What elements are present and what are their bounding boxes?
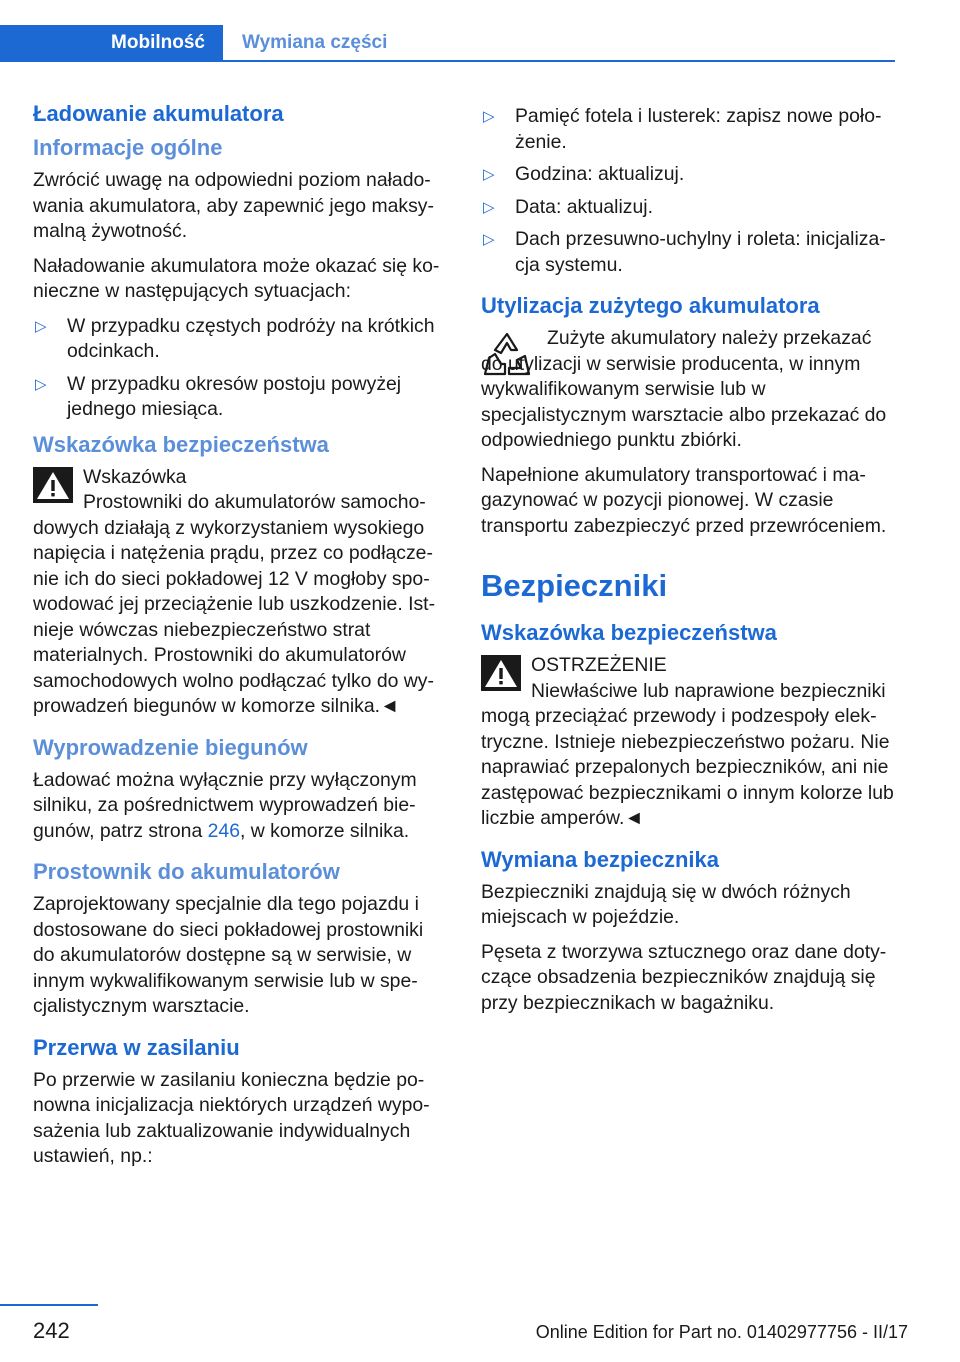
text: Ładować można wyłącznie przy wyłączonym silniku, za pośrednictwem wyprowadzeń biegunów, patrz strona (33, 768, 417, 842)
text: , w komorze silnika. (239, 819, 410, 842)
page-number: 242 (33, 1318, 70, 1343)
subheading-safety: Wskazówka bezpieczeństwa (481, 620, 777, 645)
edition-note: Online Edition for Part no. 01402977756 - II/17 (535, 1322, 908, 1342)
paragraph-terminals (33, 768, 448, 845)
tab-mobilnosc[interactable]: Mobilność (0, 25, 223, 61)
header-rule (0, 60, 895, 62)
warning-text: Niewłaściwe lub naprawione bezpieczniki mogą przeciążać przewody i podzespoły elektryczne. Istnieje niebezpieczeństwo pożaru. Nie naprawiać przepalonych bezpieczników, ani nie zastępować bezpiecznikami o innym kolorze lub liczbie amperów.◄ (481, 679, 894, 829)
subheading-safety: Wskazówka bezpieczeństwa (33, 431, 329, 457)
recycle-icon (481, 330, 533, 382)
subheading-terminals: Wyprowadzenie biegunów (33, 734, 308, 760)
paragraph: Napełnione akumulatory transportować i magazynować w pozycji pionowej. W czasie transportu zabezpieczyć przed przewróceniem. (481, 463, 887, 537)
section-heading-charging: Ładowanie akumulatora (33, 101, 284, 126)
list-item: ▷ W przypadku okresów postoju powyżej jednego miesiąca. (33, 372, 448, 423)
chapter-title-fuses: Bezpieczniki (481, 568, 668, 603)
disposal-text: Zużyte akumulatory należy przekazać do utylizacji w serwisie producenta, w innym wykwalifikowanym serwisie lub w specjalistycznym warsztacie albo przekazać do odpowiedniego punktu zbiórki. (481, 327, 887, 451)
bullet-list (481, 104, 896, 278)
list-item: ▷ Data: aktualizuj. (481, 195, 896, 221)
list-item: ▷ Godzina: aktualizuj. (481, 162, 896, 188)
warning-note (481, 653, 896, 832)
paragraph: Naładowanie akumulatora może okazać się konieczne w następujących sytuacjach: (33, 254, 440, 302)
subheading-general: Informacje ogólne (33, 135, 223, 160)
right-column (481, 100, 896, 1025)
subheading-replace: Wymiana bezpiecznika (481, 846, 720, 872)
list-item: ▷ W przypadku częstych podróży na krótkich odcinkach. (33, 314, 448, 365)
paragraph: Pęseta z tworzywa sztucznego oraz dane dotyczące obsadzenia bezpieczników znajdują się przy bezpiecznikach w bagażniku. (481, 940, 887, 1014)
subheading-charger: Prostownik do akumulatorów (33, 859, 340, 884)
paragraph: Zwrócić uwagę na odpowiedni poziom naładowania akumulatora, aby zapewnić jego maksymalną żywotność. (33, 169, 434, 242)
subheading-disposal: Utylizacja zużytego akumulatora (481, 293, 820, 318)
page-link[interactable]: 246 (207, 819, 240, 842)
safety-note (33, 465, 448, 720)
header (0, 25, 895, 61)
footer-rule (0, 1304, 98, 1306)
subheading-power: Przerwa w zasilaniu (33, 1034, 240, 1060)
left-column (33, 100, 448, 1179)
safety-label: Wskazówka (83, 465, 187, 488)
list-item: ▷ Dach przesuwno-uchylny i roleta: inicjalizacja systemu. (481, 227, 896, 278)
paragraph: Zaprojektowany specjalnie dla tego pojazdu i dostosowane do sieci pokładowej prostowniki do akumulatorów dostępne są w serwisie, w innym wykwalifikowanym serwisie lub w specjalistycznym warsztacie. (33, 893, 424, 1017)
disposal-note (481, 326, 896, 454)
warning-label: OSTRZEŻENIE (531, 654, 667, 676)
warning-triangle-icon (33, 467, 73, 503)
paragraph: Bezpieczniki znajdują się w dwóch różnych miejscach w pojeździe. (481, 880, 851, 928)
bullet-list (33, 314, 448, 423)
paragraph: Po przerwie w zasilaniu konieczna będzie ponowna inicjalizacja niektórych urządzeń wyposażenia lub zaktualizowanie indywidualnych ustawień, np.: (33, 1068, 430, 1167)
warning-triangle-icon (481, 655, 521, 691)
safety-text: Prostowniki do akumulatorów samochodowych działają z wykorzystaniem wysokiego napięcia i natężenia prądu, przez co podłączenie ich do sieci pokładowej 12 V mogłoby spowodować jej przeciążenie lub uszkodzenie. Istnieje wówczas niebezpieczeństwo strat materialnych. Prostowniki do akumulatorów samochodowych wolno podłączać tylko do wyprowadzeń biegunów w komorze silnika.◄ (33, 491, 436, 717)
tab-wymiana-czesci[interactable]: Wymiana części (242, 32, 388, 53)
list-item: ▷ Pamięć fotela i lusterek: zapisz nowe położenie. (481, 104, 896, 155)
